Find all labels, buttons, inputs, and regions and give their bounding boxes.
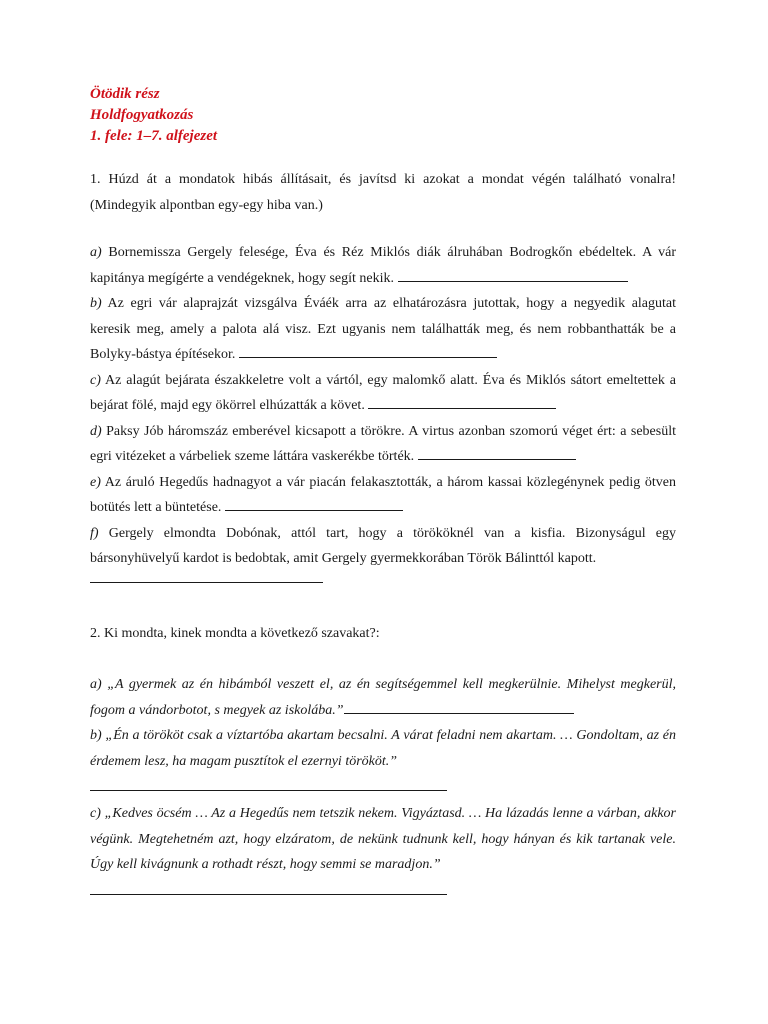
item-label: f) [90,525,99,541]
item-label: b) [90,296,102,311]
task1-item-e [90,470,676,521]
item-label: c) [90,372,101,388]
task1-item-a [90,240,676,291]
item-text: Az egri vár alaprajzát vizsgálva Éváék arra az elhatározásra jutottak, hogy a negyedik alagutat keresik meg, amely a palota alá visz. Ezt ugyanis nem találhatták meg, és nem robbanthatták be a Bolyky-bástya építésekor. [90,296,676,362]
worksheet-page [90,84,676,895]
task1-item-d [90,419,676,470]
item-text: Gergely elmondta Dobónak, attól tart, hogy a törököknél van a kisfia. Bizonyságul egy bársonyhüvelyű kardot is bedobtak, amit Gergely gyermekkorában Török Bálinttól kapott. [90,525,677,566]
heading-part: Ötödik rész [90,86,160,102]
task1-item-b [90,291,676,368]
task2-instruction: 2. Ki mondta, kinek mondta a következő szavakat?: [90,625,380,641]
quote-text: „Én a törököt csak a víztartóba akartam becsalni. A várat feladni nem akartam. … Gondoltam, az én érdemem lesz, ha magam pusztítok el ezernyi törököt.” [90,728,676,769]
task2-item-a [90,672,676,723]
answer-line[interactable] [90,894,447,895]
quote-text: „Kedves öcsém … Az a Hegedűs nem tetszik nekem. Vigyáztasd. … Ha lázadás lenne a várban, akkor végünk. Megtehetném azt, hogy elzáratom, de nekünk tudnunk kell, hogy hányan és kik tartanak vele. Úgy kell kivágnunk a rothadt részt, hogy semmi se maradjon.” [90,806,677,872]
quote-text: „A gyermek az én hibámból veszett el, az én segítségemmel kell megkerülnie. Mihelyst megkerül, fogom a vándorbotot, s megyek az iskolába.” [90,677,676,718]
heading-title: Holdfogyatkozás [90,107,194,123]
item-text: Az áruló Hegedűs hadnagyot a vár piacán felakasztották, a három kassai közlegénynek pedig ötven botütés lett a büntetése. [90,474,676,515]
item-label: e) [90,474,101,490]
item-label: b) [90,728,102,743]
task1-item-c [90,368,676,419]
task1-item-f [90,521,676,572]
item-label: a) [90,245,102,260]
answer-line[interactable] [239,343,497,358]
item-label: d) [90,423,102,439]
answer-line[interactable] [368,394,556,409]
heading-chapter: 1. fele: 1–7. alfejezet [90,128,218,144]
item-text: Paksy Jób háromszáz emberével kicsapott a törökre. A virtus azonban szomorú véget ért: a sebesült egri vitézeket a várbeliek szeme láttára vaskerékbe törték. [90,423,676,464]
item-label: c) [90,806,101,821]
answer-line[interactable] [225,496,403,511]
answer-line[interactable] [398,267,628,282]
answer-line[interactable] [418,445,576,460]
task1-instruction: 1. Húzd át a mondatok hibás állításait, és javítsd ki azokat a mondat végén található vonalra! (Mindegyik alpontban egy-egy hiba van.) [90,172,676,213]
answer-line[interactable] [344,699,574,714]
item-text: Az alagút bejárata északkeletre volt a vártól, egy malomkő alatt. Éva és Miklós sátort emeltettek a bejárat fölé, majd egy ökörrel elhúzatták a követ. [90,372,676,413]
item-label: a) [90,677,102,692]
task2-item-b [90,723,676,774]
task2-item-c [90,801,676,878]
item-text: Bornemissza Gergely felesége, Éva és Réz Miklós diák álruhában Bodrogkőn ebédeltek. A vár kapitánya megígérte a vendégeknek, hogy segít nekik. [90,245,676,286]
